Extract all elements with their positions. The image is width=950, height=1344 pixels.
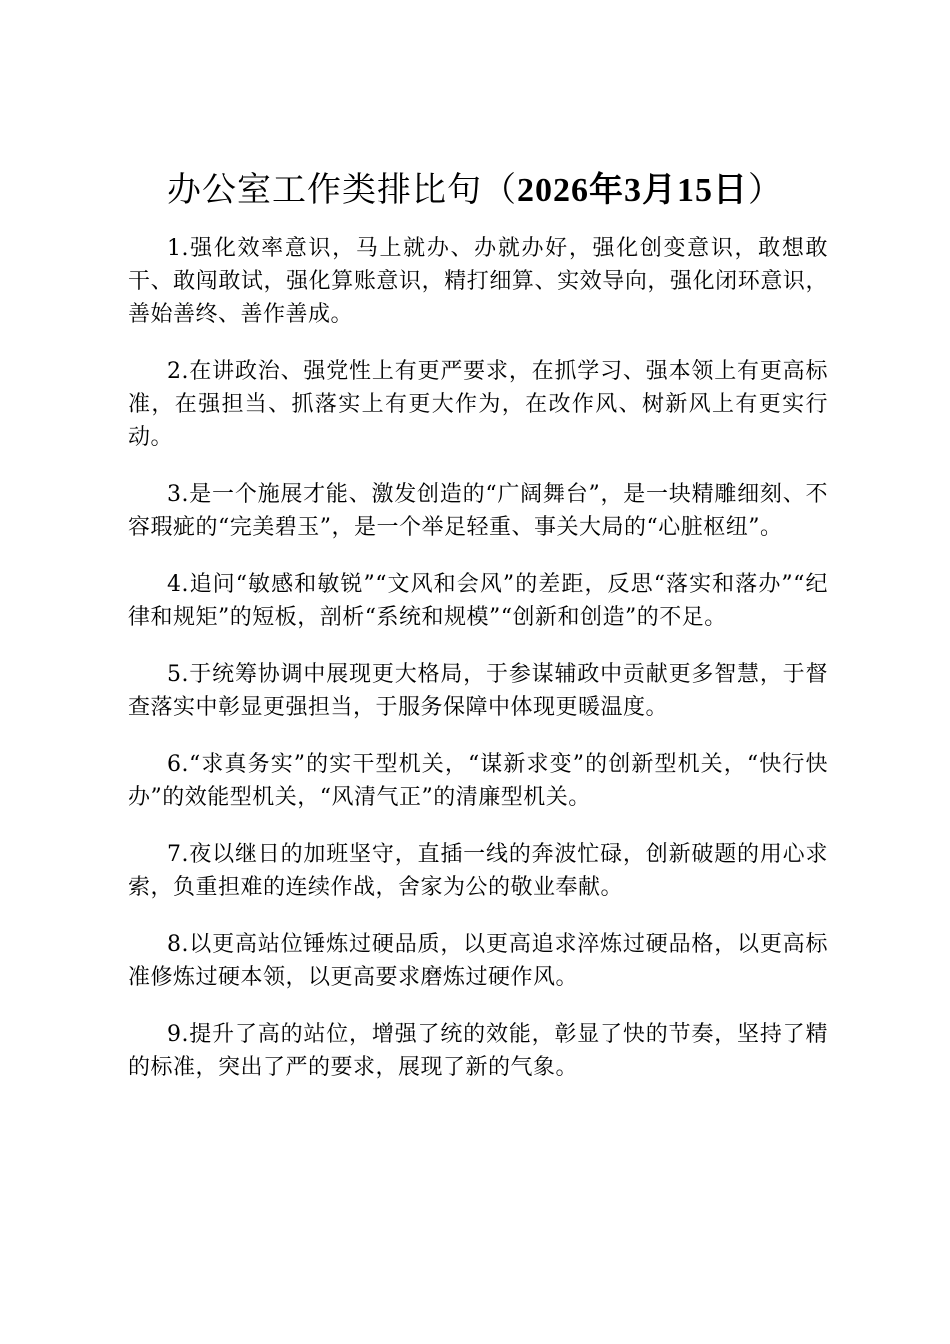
title-prefix: 办公室工作类排比句（ [167,170,517,210]
paragraph-8: 8.以更高站位锤炼过硬品质，以更高追求淬炼过硬品格，以更高标准修炼过硬本领，以更高要求磨炼过硬作风。 [128,932,828,990]
paragraph-2: 2.在讲政治、强党性上有更严要求，在抓学习、强本领上有更高标准，在强担当、抓落实上有更大作为，在改作风、树新风上有更实行动。 [128,359,828,450]
paragraph-1: 1.强化效率意识，马上就办、办就办好，强化创变意识，敢想敢干、敢闯敢试，强化算账意识，精打细算、实效导向，强化闭环意识，善始善终、善作善成。 [128,236,828,327]
title-date: 2026年3月15日 [517,172,748,209]
title-suffix: ） [748,170,783,210]
paragraph-4: 4.追问“敏感和敏锐”“文风和会风”的差距，反思“落实和落办”“纪律和规矩”的短板，剖析“系统和规模”“创新和创造”的不足。 [128,572,828,630]
paragraph-6: 6.“求真务实”的实干型机关，“谋新求变”的创新型机关，“快行快办”的效能型机关，“风清气正”的清廉型机关。 [128,752,828,810]
paragraph-9: 9.提升了高的站位，增强了统的效能，彰显了快的节奏，坚持了精的标准，突出了严的要求，展现了新的气象。 [128,1022,828,1080]
document-body [128,232,828,1108]
paragraph-3: 3.是一个施展才能、激发创造的“广阔舞台”，是一块精雕细刻、不容瑕疵的“完美碧玉”，是一个举足轻重、事关大局的“心脏枢纽”。 [128,482,828,540]
paragraph-5: 5.于统筹协调中展现更大格局，于参谋辅政中贡献更多智慧，于督查落实中彰显更强担当，于服务保障中体现更暖温度。 [128,662,828,720]
document-title [0,168,950,213]
paragraph-7: 7.夜以继日的加班坚守，直插一线的奔波忙碌，创新破题的用心求索，负重担难的连续作战，舍家为公的敬业奉献。 [128,842,828,900]
